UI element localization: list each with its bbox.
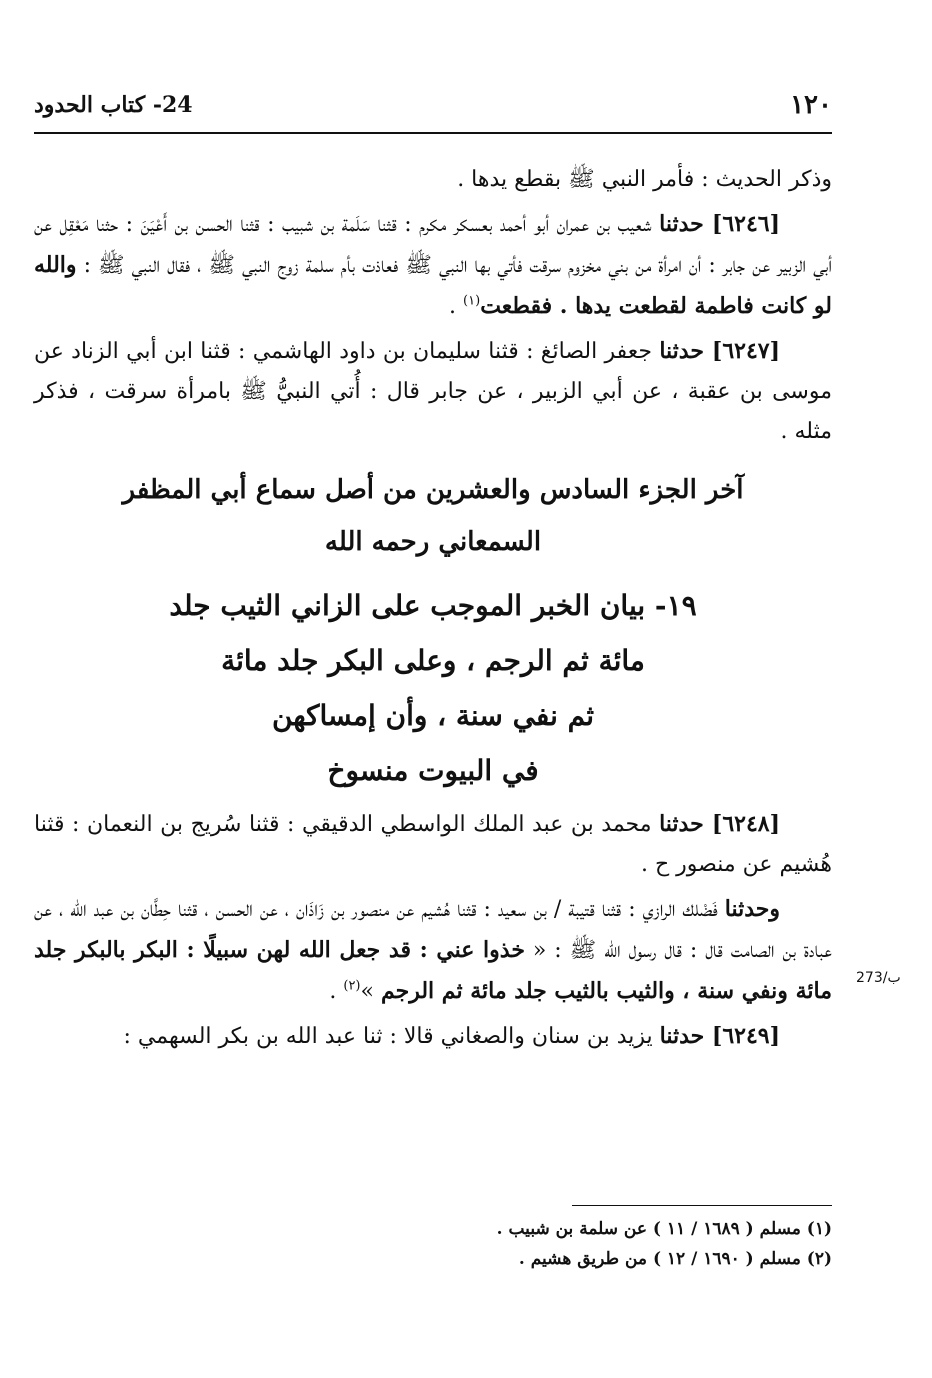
hadith-6249 [34,1016,832,1057]
second-chain-text: فَضْلك الرازي : قثنا قتيبة / بن سعيد : قثنا هُشيم عن منصور بن زَاذَان ، عن الحسن ، قثنا حِطَّان بن عبد الله ، عن عبادة بن الصامت قال : قال رسول الله ﷺ : « [34,897,832,963]
hadith-6246 [34,204,832,327]
page-number: ١٢٠ [790,90,832,120]
footnote-2: (٢) مسلم ( ١٦٩٠ / ١٢ ) من طريق هشيم . [518,1249,832,1269]
chapter-line-2: مائة ثم الرجم ، وعلى البكر جلد مائة [221,644,645,677]
footnotes [34,1205,832,1274]
colophon-line-1: آخر الجزء السادس والعشرين من أصل سماع أبي المظفر [122,475,744,505]
second-chain-lead: وحدثنا [724,896,780,922]
footnote-1: (١) مسلم ( ١٦٨٩ / ١١ ) عن سلمة بن شبيب . [496,1219,832,1239]
paragraph-1-text: وذكر الحديث : فأمر النبي ﷺ بقطع يدها . [457,167,832,192]
footnote-ref-2[interactable]: (٢) [343,978,361,994]
hadith-6246-quote: والله لو كانت فاطمة لقطعت يدها . فقطعت [34,252,832,319]
hadith-6247-number: [٦٢٤٧] حدثنا [659,338,780,364]
footnote-ref-1[interactable]: (١) [463,293,481,309]
hadith-6246-number: [٦٢٤٦] حدثنا [659,211,780,237]
second-chain-end: . [329,979,344,1004]
page-header [34,88,832,134]
hadith-6248-number: [٦٢٤٨] حدثنا [659,811,781,837]
colophon [34,464,832,568]
paragraph-1 [34,160,832,200]
hadith-6249-text: يزيد بن سنان والصغاني قالا : ثنا عبد الله بن بكر السهمي : [123,1024,660,1049]
hadith-6247 [34,331,832,452]
second-chain-quote: خذوا عني : قد جعل الله لهن سبيلًا : البكر بالبكر جلد مائة ونفي سنة ، والثيب بالثيب جلد مائة ثم الرجم [34,937,832,1004]
chapter-line-1: ١٩- بيان الخبر الموجب على الزاني الثيب جلد [169,589,697,622]
manuscript-folio-note: 273/ب [856,970,901,986]
colophon-line-2: السمعاني رحمه الله [324,527,542,557]
hadith-6248 [34,804,832,885]
hadith-6249-number: [٦٢٤٩] حدثنا [659,1023,780,1049]
hadith-6248-second-chain [34,889,832,1012]
main-text [34,160,832,1061]
chapter-heading [34,578,832,798]
book-title: 24- كتاب الحدود [34,92,193,118]
hadith-6246-end: . [449,294,464,319]
hadith-6247-text: جعفر الصائغ : قثنا سليمان بن داود الهاشمي : قثنا ابن أبي الزناد عن موسى بن عقبة ، عن أبي الزبير ، عن جابر قال : أُتي النبيُّ ﷺ بامرأة سرقت ، فذكر مثله . [34,339,832,444]
chapter-line-3: ثم نفي سنة ، وأن إمساكهن [271,699,595,732]
hadith-6248-text: محمد بن عبد الملك الواسطي الدقيقي : قثنا سُريج بن النعمان : قثنا هُشيم عن منصور ح . [34,812,832,877]
chapter-line-4: في البيوت منسوخ [327,754,539,787]
hadith-6246-text: شعيب بن عمران أبو أحمد بعسكر مكرم : قثنا سَلَمة بن شبيب : قثنا الحسن بن أَعْيَنَ : حثنا مَعْقِل عن أبي الزبير عن جابر : أن امرأة من بني مخزوم سرقت فأتي بها النبي ﷺ فعاذت بأم سلمة زوج النبي ﷺ ، فقال النبي ﷺ : [34,212,832,278]
second-chain-close: » [360,979,381,1004]
footnote-divider [572,1205,832,1206]
